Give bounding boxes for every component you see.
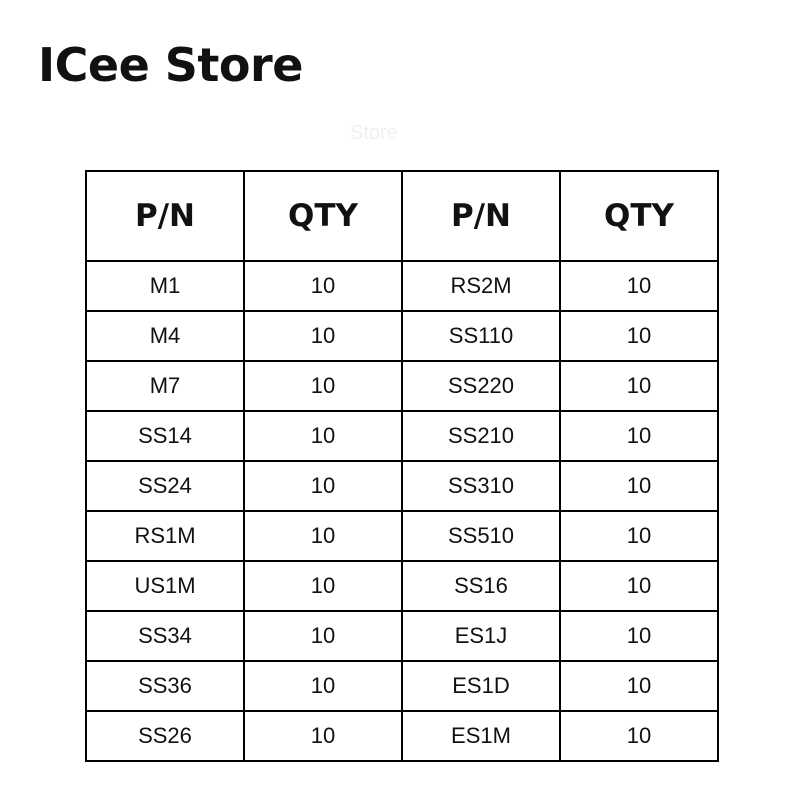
cell-qty-left: 10 bbox=[244, 361, 402, 411]
table-row bbox=[86, 311, 718, 361]
table-row bbox=[86, 561, 718, 611]
cell-pn-left: SS34 bbox=[86, 611, 244, 661]
cell-qty-left: 10 bbox=[244, 711, 402, 761]
cell-qty-right: 10 bbox=[560, 561, 718, 611]
parts-table-container bbox=[85, 170, 717, 762]
table-header bbox=[86, 171, 718, 261]
table-row bbox=[86, 661, 718, 711]
cell-pn-left: RS1M bbox=[86, 511, 244, 561]
cell-pn-left: SS24 bbox=[86, 461, 244, 511]
cell-qty-right: 10 bbox=[560, 261, 718, 311]
column-header-pn-left: P/N bbox=[86, 171, 244, 261]
table-row bbox=[86, 711, 718, 761]
cell-qty-right: 10 bbox=[560, 511, 718, 561]
cell-qty-left: 10 bbox=[244, 661, 402, 711]
cell-qty-left: 10 bbox=[244, 461, 402, 511]
cell-pn-right: ES1J bbox=[402, 611, 560, 661]
cell-qty-left: 10 bbox=[244, 311, 402, 361]
cell-pn-right: SS310 bbox=[402, 461, 560, 511]
column-header-qty-right: QTY bbox=[560, 171, 718, 261]
cell-pn-right: SS210 bbox=[402, 411, 560, 461]
cell-qty-right: 10 bbox=[560, 711, 718, 761]
cell-pn-right: SS16 bbox=[402, 561, 560, 611]
cell-qty-right: 10 bbox=[560, 461, 718, 511]
cell-qty-right: 10 bbox=[560, 311, 718, 361]
cell-qty-right: 10 bbox=[560, 661, 718, 711]
cell-pn-left: SS14 bbox=[86, 411, 244, 461]
cell-pn-right: ES1D bbox=[402, 661, 560, 711]
watermark-text: Store bbox=[350, 122, 398, 144]
table-body bbox=[86, 261, 718, 761]
cell-qty-left: 10 bbox=[244, 611, 402, 661]
cell-qty-right: 10 bbox=[560, 411, 718, 461]
cell-qty-left: 10 bbox=[244, 261, 402, 311]
cell-pn-right: SS510 bbox=[402, 511, 560, 561]
store-title: ICee Store bbox=[38, 38, 303, 92]
cell-pn-left: M1 bbox=[86, 261, 244, 311]
table-row bbox=[86, 461, 718, 511]
cell-pn-left: SS36 bbox=[86, 661, 244, 711]
cell-pn-right: RS2M bbox=[402, 261, 560, 311]
cell-qty-left: 10 bbox=[244, 511, 402, 561]
column-header-qty-left: QTY bbox=[244, 171, 402, 261]
cell-pn-right: SS110 bbox=[402, 311, 560, 361]
cell-pn-left: US1M bbox=[86, 561, 244, 611]
table-row bbox=[86, 511, 718, 561]
table-row bbox=[86, 611, 718, 661]
cell-pn-left: M4 bbox=[86, 311, 244, 361]
cell-pn-right: SS220 bbox=[402, 361, 560, 411]
cell-qty-right: 10 bbox=[560, 361, 718, 411]
cell-qty-left: 10 bbox=[244, 561, 402, 611]
cell-qty-left: 10 bbox=[244, 411, 402, 461]
column-header-pn-right: P/N bbox=[402, 171, 560, 261]
parts-table bbox=[85, 170, 719, 762]
table-row bbox=[86, 361, 718, 411]
cell-qty-right: 10 bbox=[560, 611, 718, 661]
cell-pn-right: ES1M bbox=[402, 711, 560, 761]
cell-pn-left: M7 bbox=[86, 361, 244, 411]
cell-pn-left: SS26 bbox=[86, 711, 244, 761]
table-header-row bbox=[86, 171, 718, 261]
table-row bbox=[86, 411, 718, 461]
table-row bbox=[86, 261, 718, 311]
